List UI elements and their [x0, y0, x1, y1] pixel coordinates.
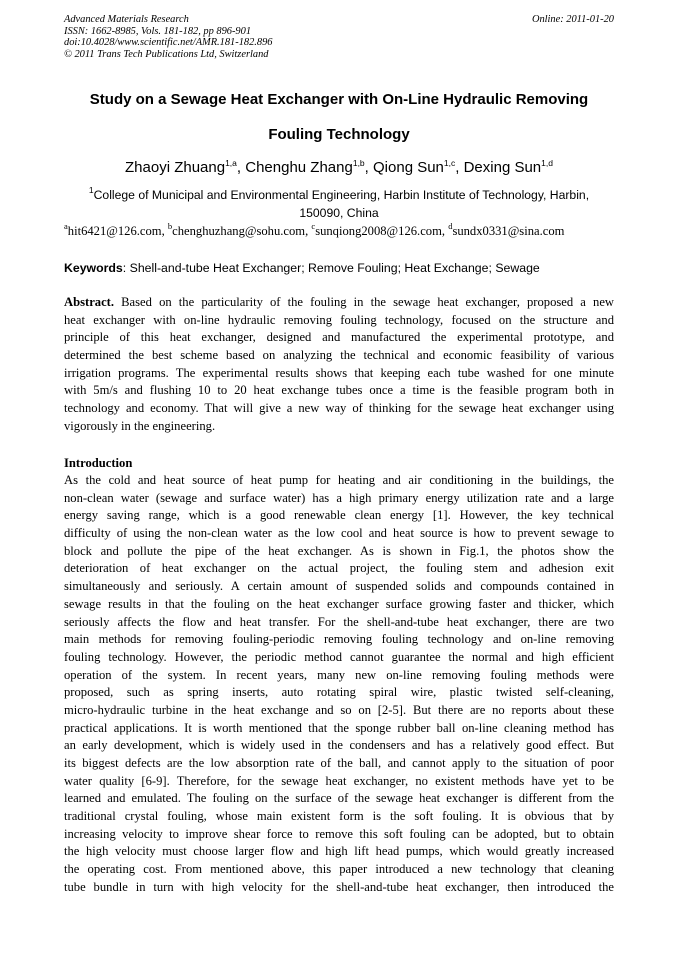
keywords-label: Keywords: [64, 261, 123, 275]
abstract-line: determined the best scheme based on analyzing the technical and economic feasibility of various: [64, 348, 614, 363]
online-date: Online: 2011-01-20: [531, 14, 614, 25]
body-line: deterioration of heat exchanger on the actual project, the fouling stem and adhesion exit: [64, 561, 614, 576]
body-line: difficulty of using the non-clean water as the low cool and heat source is how to prevent sewage to: [64, 526, 614, 541]
author-name: Qiong Sun: [373, 159, 444, 176]
email-mark: c: [311, 221, 316, 231]
author-separator: ,: [364, 159, 374, 176]
body-line: sewage results in that the fouling on the heat exchanger surface growing faster and thicker, which: [64, 596, 614, 611]
author-affiliation-mark: 1,a: [225, 158, 237, 168]
email-address: sundx0331@sina.com: [452, 224, 565, 238]
abstract-line: Abstract. Based on the particularity of the fouling in the sewage heat exchanger, proposed a new: [64, 295, 614, 309]
body-line: main methods for removing fouling-periodic removing fouling technology and on-line removing: [64, 632, 614, 647]
body-line: traditional crystal fouling, whose main existent form is the soft fouling. It is obvious that by: [64, 809, 614, 824]
abstract-line: with 5m/s and flushing 10 to 20 heat exchange tubes once a time is the feasible program both in: [64, 383, 614, 398]
abstract-line: technology and economy. That will give a new way of thinking for the sewage heat exchanger using: [64, 401, 614, 416]
body-line: block and pollute the pipe of the heat exchanger. As is shown in Fig.1, the photos show the: [64, 543, 614, 558]
author-affiliation-mark: 1,d: [541, 158, 553, 168]
affiliation-mark: 1: [88, 185, 94, 195]
body-line: an early development, which is widely used in the condensers and has a relatively good effect. But: [64, 738, 614, 753]
body-line: its biggest defects are the low absorption rate of the ball, and cannot apply to the situation of poor: [64, 756, 614, 770]
affiliation-text: College of Municipal and Environmental Engineering, Harbin Institute of Technology, Harbin,: [93, 188, 590, 202]
author-affiliation-mark: 1,c: [443, 158, 456, 168]
author-list: [40, 159, 638, 176]
body-line: energy saving range, which is a good renewable clean energy [1]. However, the key technical: [64, 508, 614, 523]
body-line: increasing velocity to improve shear force to remove this soft fouling can be adopted, but to obtain: [64, 826, 614, 841]
email-address: sunqiong2008@126.com,: [315, 224, 449, 238]
body-line: proposed, such as spring inserts, auto rotating spiral wire, plastic twisted self-cleaning,: [64, 685, 614, 700]
abstract-line: heat exchanger with on-line hydraulic removing fouling technology, focused on the structure and: [64, 312, 614, 327]
abstract-paragraph: [64, 294, 614, 436]
body-line: learned and emulated. The fouling on the surface of the sewage heat exchanger is different from the: [64, 791, 614, 806]
author-separator: ,: [455, 159, 464, 176]
body-line: As the cold and heat source of heat pump for heating and air conditioning in the buildings, the: [64, 473, 614, 487]
body-line: fouling technology. However, the periodic method cannot guarantee the normal and high efficient: [64, 649, 614, 664]
journal-header: [64, 14, 614, 61]
author-name: Zhaoyi Zhuang: [125, 159, 226, 176]
keywords-text: : Shell-and-tube Heat Exchanger; Remove Fouling; Heat Exchange; Sewage: [122, 261, 540, 275]
email-mark: a: [64, 221, 68, 231]
body-line: seriously affects the flow and heat transfer. For the shell-and-tube heat exchanger, there are two: [64, 614, 614, 629]
affiliation-line-1: [40, 185, 638, 202]
body-line: the operating cost. From mentioned above, this paper introduced a new technology that cleaning: [64, 862, 614, 877]
introduction-paragraph: [64, 472, 614, 897]
paper-title-line-1: Study on a Sewage Heat Exchanger with On-Line Hydraulic Removing: [89, 91, 589, 108]
body-line: non-clean water (sewage and surface water) has a high primary energy utilization rate and a large: [64, 490, 614, 505]
body-line: the high velocity must choose larger flow and high lift head pumps, which would greatly increased: [64, 844, 614, 859]
email-address: chenghuzhang@sohu.com,: [172, 224, 312, 238]
keywords-line: [64, 261, 614, 275]
email-mark: b: [167, 221, 173, 231]
body-line: operation of the system. In recent years, many new on-line removing fouling methods were: [64, 667, 614, 682]
abstract-line: vigorously in the engineering.: [64, 418, 216, 433]
body-line: practical applications. It is worth mentioned that the sponge rubber ball on-line cleaning method has: [64, 720, 614, 735]
author-affiliation-mark: 1,b: [352, 158, 365, 168]
paper-title-line-2: Fouling Technology: [268, 126, 410, 143]
body-line: simultaneously and seriously. A certain amount of suspended solids and compounds contained in: [64, 579, 614, 594]
issn-line: ISSN: 1662-8985, Vols. 181-182, pp 896-901: [64, 25, 252, 37]
email-mark: d: [448, 221, 453, 231]
body-line: tube bundle in turn with high velocity for the shell-and-tube heat exchanger, then introduced the: [64, 879, 614, 894]
abstract-line: irrigation programs. The experimental results shows that keeping each tube washed for one minute: [64, 365, 614, 380]
author-name: Chenghu Zhang: [245, 159, 353, 176]
journal-name: Advanced Materials Research: [64, 14, 189, 25]
abstract-line: principle of this heat exchanger, designed and manufactured the experimental prototype, and: [64, 330, 614, 345]
body-line: micro-hydraulic turbine in the heat exchange and so on [2-5]. But there are no reports about these: [64, 702, 614, 717]
email-address: hit6421@126.com,: [67, 224, 168, 238]
affiliation-line-2: 150090, China: [299, 206, 379, 220]
doi-line: doi:10.4028/www.scientific.net/AMR.181-182.896: [64, 37, 273, 49]
author-name: Dexing Sun: [463, 159, 542, 176]
body-line: water quality [6-9]. Therefore, for the sewage heat exchanger, no existent methods have yet to be: [64, 773, 614, 788]
author-emails: [64, 221, 614, 239]
author-separator: ,: [236, 159, 246, 176]
abstract-label: Abstract.: [64, 295, 115, 309]
introduction-heading: Introduction: [64, 456, 133, 470]
copyright-line: © 2011 Trans Tech Publications Ltd, Switzerland: [64, 49, 269, 61]
